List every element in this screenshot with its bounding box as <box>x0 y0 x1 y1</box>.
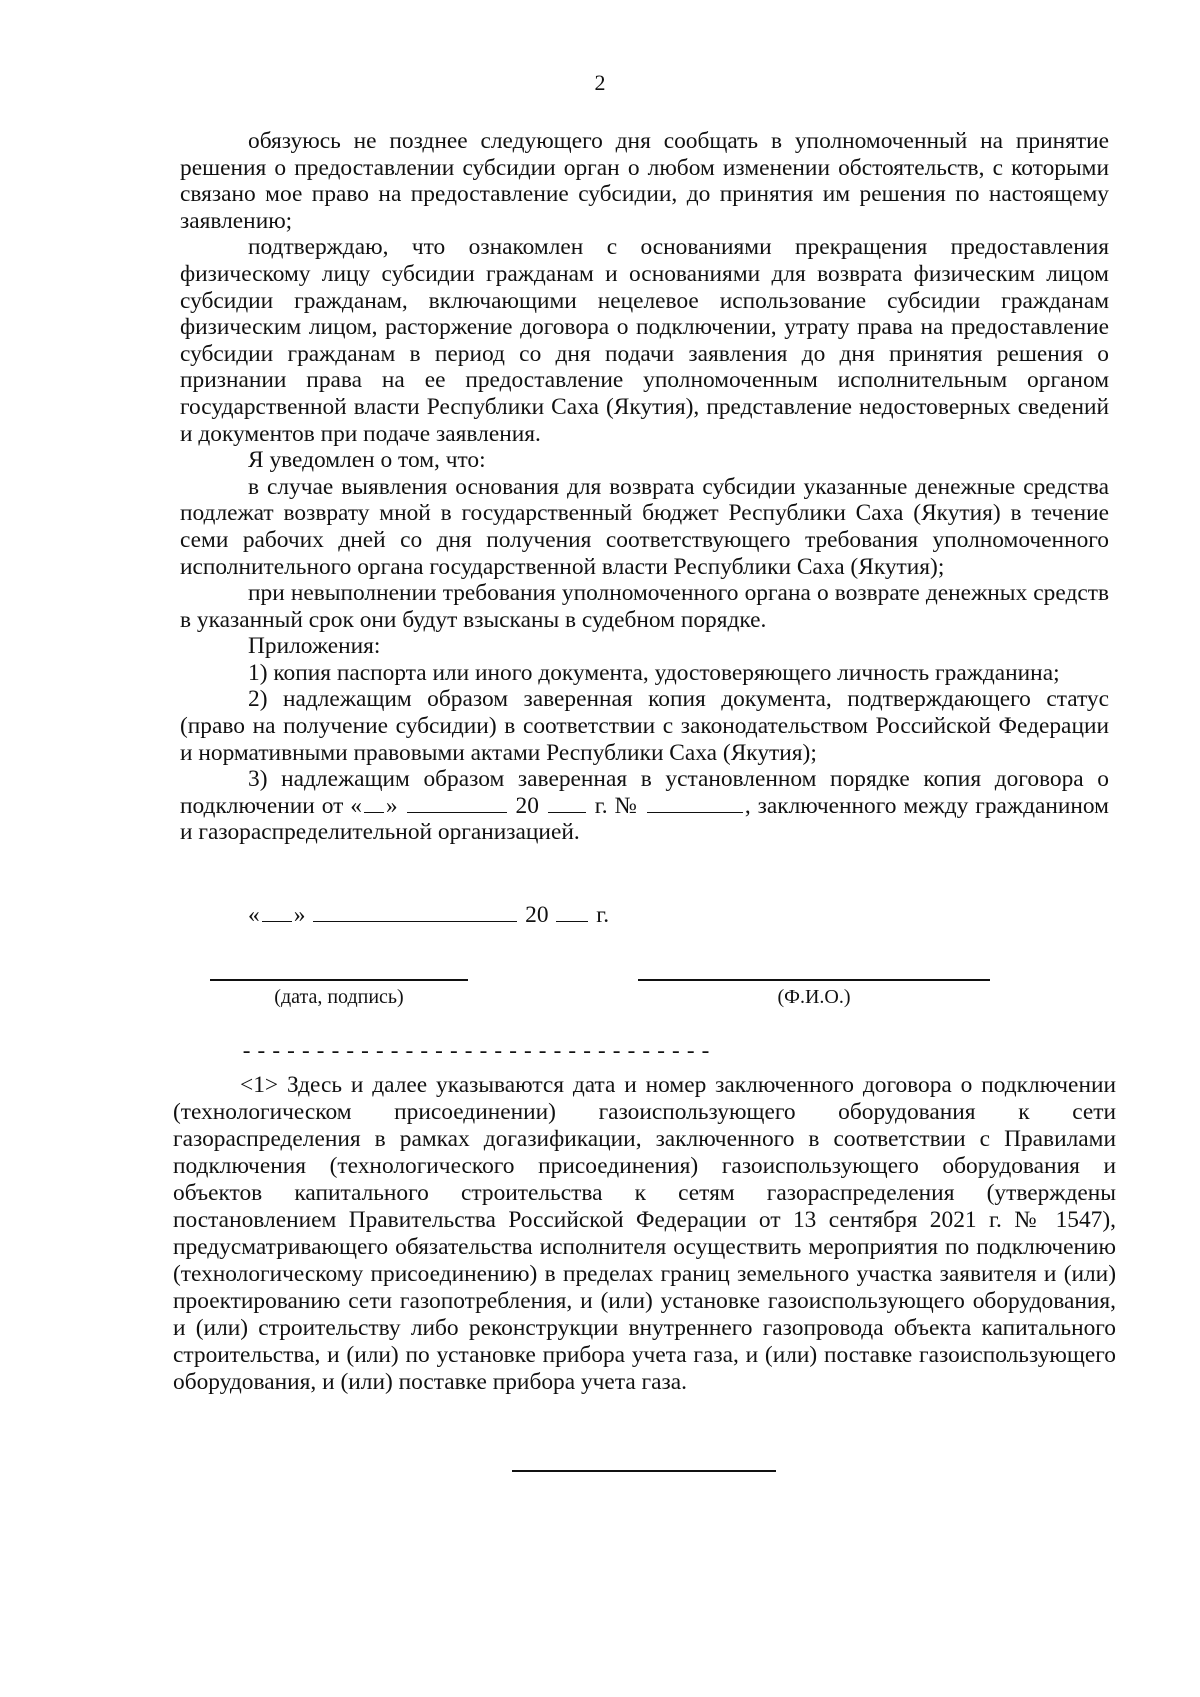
paragraph-notice-heading: Я уведомлен о том, что: <box>248 447 486 474</box>
signature-left-caption: (дата, подпись) <box>274 986 404 1008</box>
paragraph-refund-case: в случае выявления основания для возврата субсидии указанные денежные средства подлежат возврату мной в государственный бюджет Республики Саха (Якутия) в течение семи рабочих дней со дня получения соответствующего требования уполномоченного исполнительного органа государственной власти Республики Саха (Якутия); <box>180 473 1109 580</box>
signature-right-caption: (Ф.И.О.) <box>777 986 851 1008</box>
attachment-3-year-suffix: г. № <box>594 792 638 819</box>
signature-full-name-line <box>638 979 990 981</box>
signature-month-blank <box>313 902 517 922</box>
contract-number-blank <box>647 793 743 813</box>
attachment-3-year-prefix: 20 <box>515 792 539 819</box>
attachments-heading: Приложения: <box>248 633 381 660</box>
document-body <box>180 128 1109 846</box>
footnote-separator: -------------------------------- <box>240 1040 714 1065</box>
attachment-item-1: 1) копия паспорта или иного документа, удостоверяющего личность гражданина; <box>248 659 1060 686</box>
page-number: 2 <box>594 70 606 95</box>
attachment-3-start: 3) надлежащим образом заверенная в установленном порядке копия договора о подключении от « <box>180 766 1109 819</box>
paragraph-obligation: обязуюсь не позднее следующего дня сообщать в уполномоченный на принятие решения о предоставлении субсидии орган о любом изменении обстоятельств, с которыми связано мое право на предоставление субсидии, до принятия им решения по настоящему заявлению; <box>180 128 1109 234</box>
signature-date-open-quote: « <box>248 902 260 928</box>
signature-date-signature-line <box>210 979 468 981</box>
paragraph-enforcement: при невыполнении требования уполномоченного органа о возврате денежных средств в указанный срок они будут взысканы в судебном порядке. <box>180 580 1109 633</box>
signature-date-line <box>248 902 609 929</box>
attachment-3-end: , заключенного между гражданином и газораспределительной организацией. <box>180 792 1109 846</box>
contract-year-blank <box>548 793 586 813</box>
signature-year-prefix: 20 <box>525 902 549 928</box>
signature-year-suffix: г. <box>596 902 610 928</box>
paragraph-confirmation: подтверждаю, что ознакомлен с основаниями прекращения предоставления физическому лицу субсидии гражданам и основаниями для возврата физическим лицом субсидии гражданам, включающими нецелевое использование субсидии гражданам физическим лицом, расторжение договора о подключении, утрату права на предоставление субсидии гражданам в период со дня подачи заявления до дня принятия решения о признании права на ее предоставление уполномоченным исполнительным органом государственной власти Республики Саха (Якутия), представление недостоверных сведений и документов при подаче заявления. <box>180 234 1109 447</box>
attachment-item-3 <box>180 766 1109 846</box>
attachment-item-2: 2) надлежащим образом заверенная копия документа, подтверждающего статус (право на получение субсидии) в соответствии с законодательством Российской Федерации и нормативными правовыми актами Республики Саха (Якутия); <box>180 686 1109 766</box>
footnote-block <box>173 1072 1116 1396</box>
contract-day-blank <box>364 793 384 813</box>
signature-day-blank <box>262 902 292 922</box>
attachment-3-quote-close: » <box>385 792 398 819</box>
contract-month-blank <box>407 793 507 813</box>
footnote-text: <1> Здесь и далее указываются дата и номер заключенного договора о подключении (технологическом присоединении) газоиспользующего оборудования к сети газораспределения в рамках догазификации, заключенного в соответствии с Правилами подключения (технологического присоединения) газоиспользующего оборудования и объектов капитального строительства к сетям газораспределения (утверждены постановлением Правительства Российской Федерации от 13 сентября 2021 г. № 1547), предусматривающего обязательства исполнителя осуществить мероприятия по подключению (технологическому присоединению) в пределах границ земельного участка заявителя и (или) проектированию сети газопотребления, и (или) установке газоиспользующего оборудования, и (или) строительству либо реконструкции внутреннего газопровода объекта капитального строительства, и (или) по установке прибора учета газа, и (или) поставке газоиспользующего оборудования, и (или) поставке прибора учета газа. <box>173 1072 1116 1395</box>
signature-year-blank <box>556 902 588 922</box>
end-of-document-line <box>512 1470 776 1472</box>
signature-date-close-quote: » <box>293 902 306 928</box>
